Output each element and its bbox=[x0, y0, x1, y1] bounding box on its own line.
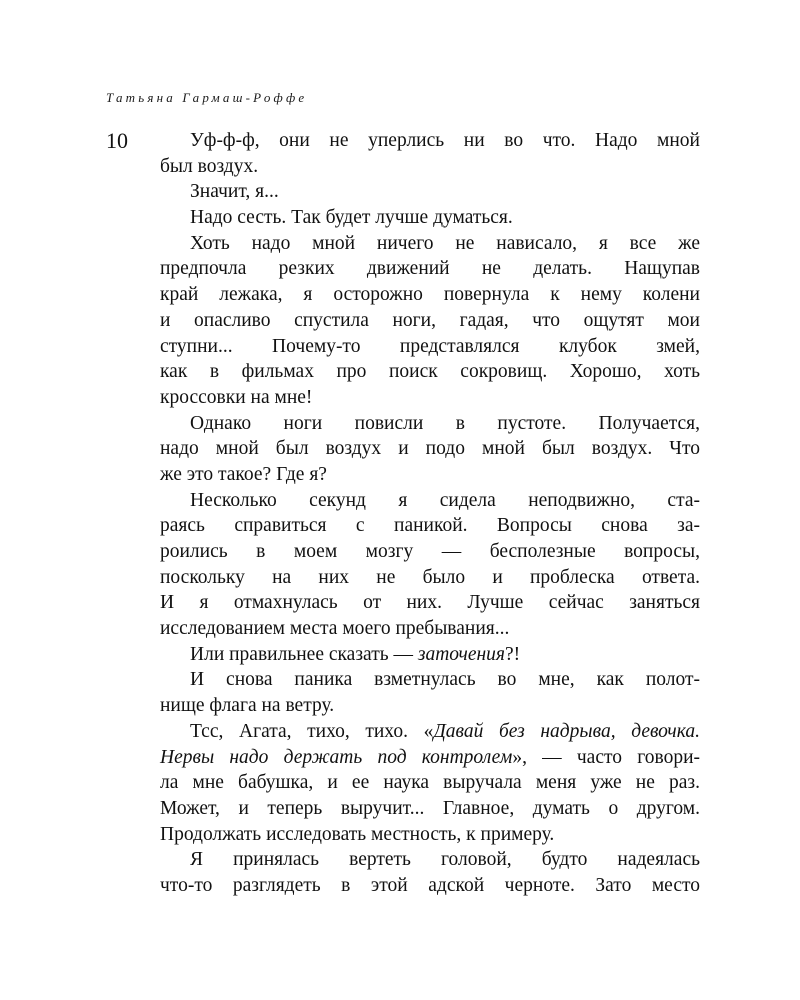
line-text: И снова паника взметнулась во мне, как полот- bbox=[190, 669, 700, 691]
line-text: И я отмахнулась от них. Лучше сейчас заняться bbox=[160, 592, 700, 614]
text-line bbox=[160, 462, 700, 488]
line-italic-text: Давай без надрыва, девочка. bbox=[433, 720, 700, 742]
line-text: Тсс, Агата, тихо, тихо. « bbox=[190, 720, 434, 742]
line-italic-text: Нервы надо держать под контролем bbox=[160, 746, 513, 768]
line-text: Надо сесть. Так будет лучше думаться. bbox=[190, 207, 513, 229]
line-text: роились в моем мозгу — бесполезные вопросы, bbox=[160, 541, 700, 562]
line-text: Я принялась вертеть головой, будто надеялась bbox=[190, 849, 700, 871]
line-text: же это такое? Где я? bbox=[160, 463, 327, 485]
text-line bbox=[160, 256, 700, 282]
line-text: Однако ноги повисли в пустоте. Получается, bbox=[190, 412, 700, 434]
text-line bbox=[160, 745, 700, 771]
line-text: Продолжать исследовать местность, к примеру. bbox=[160, 823, 555, 845]
line-text: край лежака, я осторожно повернула к нему колени bbox=[160, 284, 700, 306]
text-line bbox=[160, 359, 700, 385]
line-text: Значит, я... bbox=[190, 181, 279, 203]
line-text: исследованием места моего пребывания... bbox=[160, 618, 510, 640]
text-line bbox=[160, 179, 700, 205]
line-text: предпочла резких движений не делать. Нащупав bbox=[160, 258, 700, 280]
text-line bbox=[160, 539, 700, 565]
line-text: поскольку на них не было и проблеска ответа. bbox=[160, 566, 700, 588]
text-line bbox=[160, 822, 700, 848]
text-line bbox=[160, 411, 700, 437]
line-text: Или правильнее сказать — bbox=[190, 643, 418, 665]
line-text: ла мне бабушка, и ее наука выручала меня уже не раз. bbox=[160, 772, 700, 794]
line-text: Уф-ф-ф, они не уперлись ни во что. Надо мной bbox=[190, 130, 700, 151]
text-line bbox=[160, 667, 700, 693]
text-line bbox=[160, 154, 700, 180]
text-line bbox=[160, 231, 700, 257]
line-trailing-text: », — часто говори- bbox=[512, 746, 700, 768]
text-line bbox=[160, 128, 700, 154]
text-line bbox=[160, 616, 700, 642]
line-text: нище флага на ветру. bbox=[160, 695, 335, 717]
line-text: что-то разглядеть в этой адской черноте. Зато место bbox=[160, 874, 700, 896]
line-text: был воздух. bbox=[160, 155, 259, 177]
text-line bbox=[160, 796, 700, 822]
text-line bbox=[160, 308, 700, 334]
text-line bbox=[160, 385, 700, 411]
text-line bbox=[160, 205, 700, 231]
line-text: Хоть надо мной ничего не нависало, я все же bbox=[190, 232, 700, 254]
text-line bbox=[160, 565, 700, 591]
body-text bbox=[160, 128, 700, 899]
page-number: 10 bbox=[106, 128, 128, 153]
text-line bbox=[160, 642, 700, 668]
line-text: кроссовки на мне! bbox=[160, 386, 313, 408]
running-head: Татьяна Гармаш-Роффе bbox=[106, 90, 308, 105]
text-line bbox=[160, 334, 700, 360]
line-text: ступни... Почему-то представлялся клубок змей, bbox=[160, 335, 700, 357]
text-line bbox=[160, 847, 700, 873]
line-text: надо мной был воздух и подо мной был воздух. Что bbox=[160, 438, 700, 460]
line-text: Может, и теперь выручит... Главное, думать о другом. bbox=[160, 797, 700, 819]
line-text: как в фильмах про поиск сокровищ. Хорошо, хоть bbox=[160, 361, 700, 383]
line-italic-text: заточения bbox=[417, 643, 505, 665]
line-trailing-text: ?! bbox=[505, 643, 521, 665]
text-line bbox=[160, 590, 700, 616]
text-line bbox=[160, 693, 700, 719]
text-line bbox=[160, 282, 700, 308]
text-line bbox=[160, 719, 700, 745]
text-line bbox=[160, 873, 700, 899]
text-line bbox=[160, 436, 700, 462]
line-text: раясь справиться с паникой. Вопросы снова за- bbox=[160, 515, 700, 537]
text-line bbox=[160, 770, 700, 796]
line-text: Несколько секунд я сидела неподвижно, ста- bbox=[190, 489, 700, 511]
text-line bbox=[160, 513, 700, 539]
text-line bbox=[160, 488, 700, 514]
line-text: и опасливо спустила ноги, гадая, что ощутят мои bbox=[160, 309, 700, 331]
